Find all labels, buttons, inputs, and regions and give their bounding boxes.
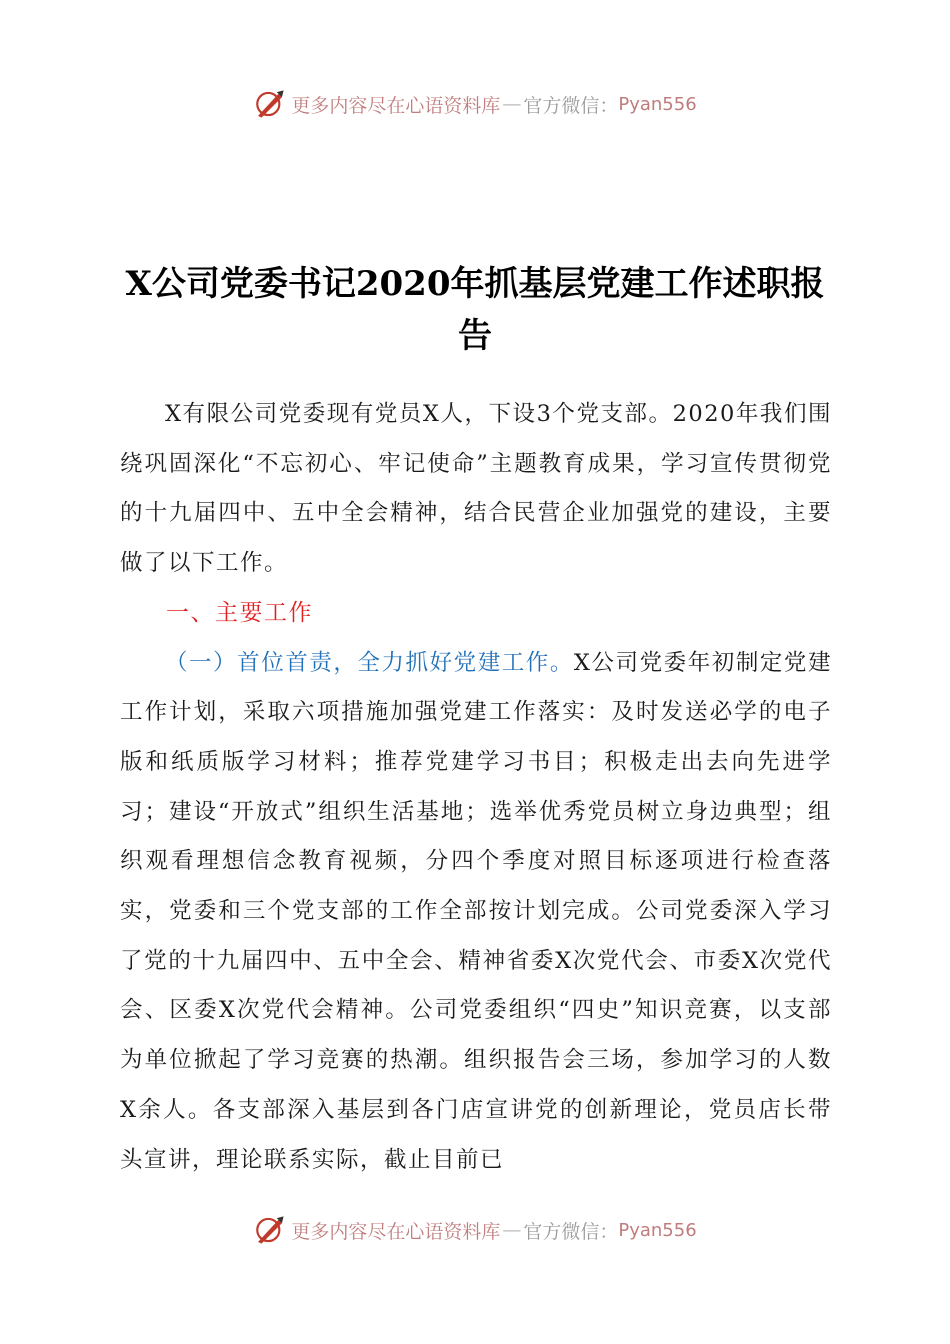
subsection-heading: （一）首位首责，全力抓好党建工作。 xyxy=(165,649,574,676)
watermark-wechat-label: 官方微信： xyxy=(523,94,619,117)
subsection-paragraph xyxy=(120,639,832,1186)
watermark-text: 更多内容尽在心语资料库 xyxy=(291,1220,501,1243)
watermark-wechat-id: Pyan556 xyxy=(618,1219,697,1241)
subsection-body: X公司党委年初制定党建工作计划，采取六项措施加强党建工作落实：及时发送必学的电子版和纸质版学习材料；推荐党建学习书目；积极走出去向先进学习；建设“开放式”组织生活基地；选举优秀党员树立身边典型；组织观看理想信念教育视频，分四个季度对照目标逐项进行检查落实，党委和三个党支部的工作全部按计划完成。公司党委深入学习了党的十九届四中、五中全会、精神省委X次党代会、市委X次党代会、区委X次党代会精神。公司党委组织“四史”知识竞赛，以支部为单位掀起了学习竞赛的热潮。组织报告会三场，参加学习的人数X余人。各支部深入基层到各门店宣讲党的创新理论，党员店长带头宣讲，理论联系实际，截止目前已 xyxy=(120,649,832,1173)
section-heading: 一、主要工作 xyxy=(166,599,313,626)
watermark-text: 更多内容尽在心语资料库 xyxy=(291,94,501,117)
pen-nib-logo-icon xyxy=(253,87,287,121)
document-body xyxy=(120,390,832,1185)
watermark-separator: — xyxy=(502,93,522,115)
document-title: X公司党委书记2020年抓基层党建工作述职报告 xyxy=(125,264,825,356)
footer-watermark xyxy=(0,1210,950,1250)
intro-paragraph: X有限公司党委现有党员X人，下设3个党支部。2020年我们围绕巩固深化“不忘初心、牢记使命”主题教育成果，学习宣传贯彻党的十九届四中、五中全会精神，结合民营企业加强党的建设，主要做了以下工作。 xyxy=(120,401,832,577)
header-watermark xyxy=(0,84,950,124)
watermark-wechat-id: Pyan556 xyxy=(618,93,697,115)
watermark-separator: — xyxy=(502,1219,522,1241)
pen-nib-logo-icon xyxy=(253,1213,287,1247)
watermark-wechat-label: 官方微信： xyxy=(523,1220,619,1243)
